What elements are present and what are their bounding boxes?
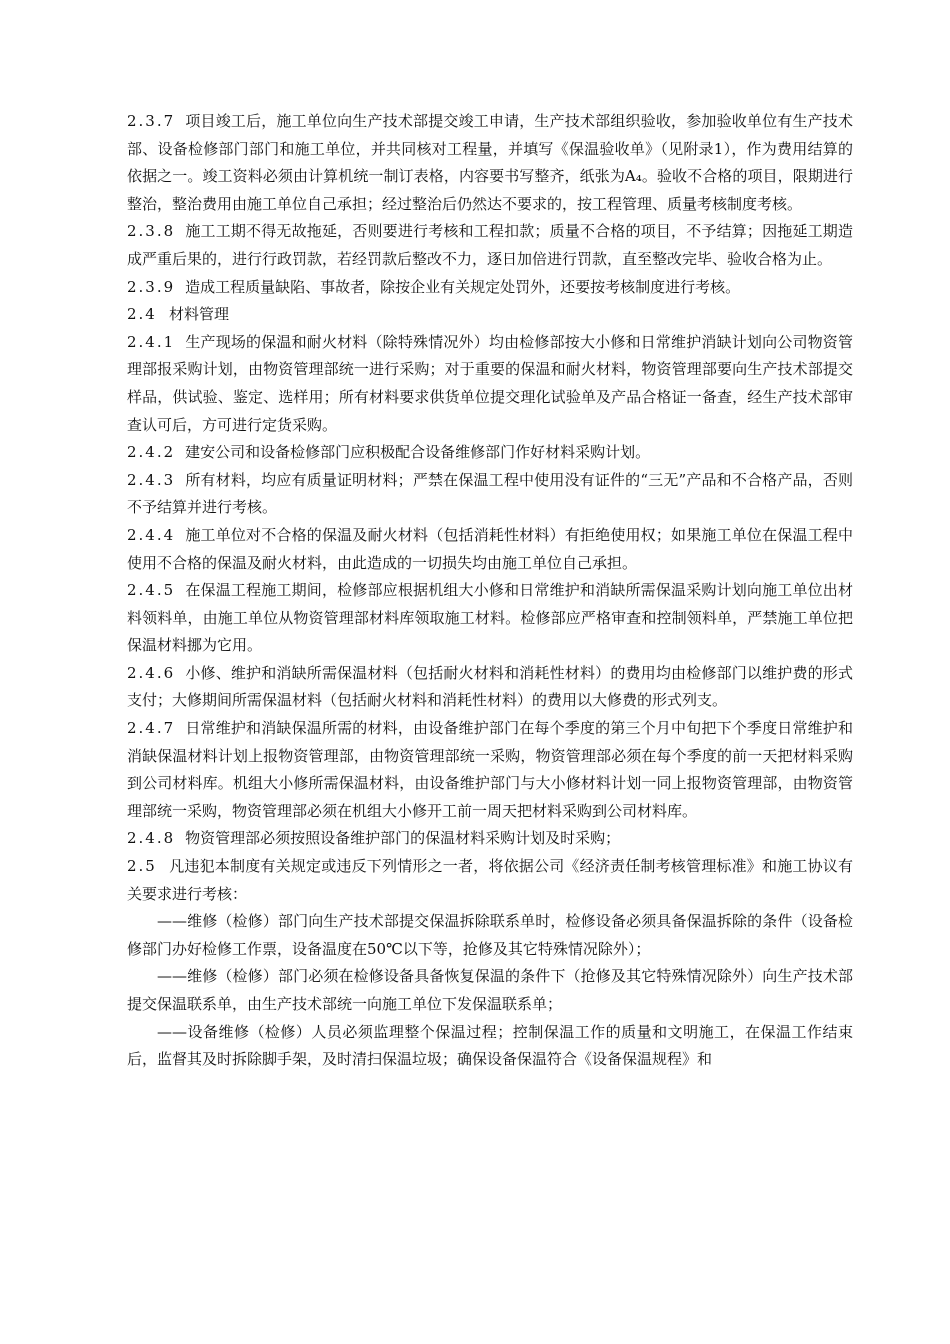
clause-number: 2.4.5 — [127, 581, 176, 600]
dash-item: ——维修（检修）部门向生产技术部提交保温拆除联系单时，检修设备必须具备保温拆除的条件（设备检修部门办好检修工作票，设备温度在50℃以下等，抢修及其它特殊情况除外）； — [127, 912, 853, 958]
clause-text: 施工单位对不合格的保温及耐火材料（包括消耗性材料）有拒绝使用权；如果施工单位在保温工程中使用不合格的保温及耐火材料，由此造成的一切损失均由施工单位自己承担。 — [127, 525, 853, 572]
clause-text: 建安公司和设备检修部门应积极配合设备维修部门作好材料采购计划。 — [185, 443, 651, 462]
clause-2-4-6 — [127, 660, 853, 715]
clause-text: 项目竣工后，施工单位向生产技术部提交竣工申请，生产技术部组织验收，参加验收单位有生产技术部、设备检修部门部门和施工单位，并共同核对工程量，并填写《保温验收单》（见附录1），作为费用结算的依据之一。竣工资料必须由计算机统一制订表格，内容要书写整齐，纸张为A₄。验收不合格的项目，限期进行整治，整治费用由施工单位自己承担；经过整治后仍然达不要求的，按工程管理、质量考核制度考核。 — [127, 112, 853, 213]
clause-text: 生产现场的保温和耐火材料（除特殊情况外）均由检修部按大小修和日常维护消缺计划向公司物资管理部报采购计划，由物资管理部统一进行采购；对于重要的保温和耐火材料，物资管理部要向生产技术部提交样品，供试验、鉴定、选样用；所有材料要求供货单位提交理化试验单及产品合格证一备查，经生产技术部审查认可后，方可进行定货采购。 — [127, 332, 853, 434]
section-heading-2-4 — [127, 301, 853, 329]
document-body — [127, 108, 853, 1074]
clause-number: 2.4.2 — [127, 443, 176, 462]
clause-text: 日常维护和消缺保温所需的材料，由设备维护部门在每个季度的第三个月中旬把下个季度日常维护和消缺保温材料计划上报物资管理部，由物资管理部统一采购，物资管理部必须在每个季度的前一天把材料采购到公司材料库。机组大小修所需保温材料，由设备维护部门与大小修材料计划一同上报物资管理部，由物资管理部统一采购，物资管理部必须在机组大小修开工前一周天把材料采购到公司材料库。 — [127, 719, 853, 820]
clause-2-3-9 — [127, 274, 853, 302]
clause-2-4-4 — [127, 522, 853, 577]
clause-text: 造成工程质量缺陷、事故者，除按企业有关规定处罚外，还要按考核制度进行考核。 — [185, 277, 741, 296]
clause-2-4-8 — [127, 825, 853, 853]
clause-text: 所有材料，均应有质量证明材料；严禁在保温工程中使用没有证件的“三无”产品和不合格产品，否则不予结算并进行考核。 — [127, 470, 853, 517]
section-number: 2.4 — [127, 305, 157, 324]
clause-text: 施工工期不得无故拖延，否则要进行考核和工程扣款；质量不合格的项目，不予结算；因拖延工期造成严重后果的，进行行政罚款，若经罚款后整改不力，逐日加倍进行罚款，直至整改完毕、验收合格为止。 — [127, 222, 853, 268]
clause-text: 在保温工程施工期间，检修部应根据机组大小修和日常维护和消缺所需保温采购计划向施工单位出材料领料单，由施工单位从物资管理部材料库领取施工材料。检修部应严格审查和控制领料单，严禁施工单位把保温材料挪为它用。 — [127, 581, 853, 655]
clause-number: 2.3.9 — [127, 277, 176, 296]
clause-2-4-5 — [127, 577, 853, 660]
clause-2-5 — [127, 853, 853, 908]
clause-number: 2.3.7 — [127, 112, 176, 130]
clause-number: 2.5 — [127, 857, 157, 876]
clause-2-4-7 — [127, 715, 853, 825]
clause-number: 2.4.6 — [127, 663, 176, 682]
clause-2-3-8 — [127, 218, 853, 273]
clause-number: 2.4.1 — [127, 332, 176, 351]
clause-number: 2.4.3 — [127, 470, 176, 489]
clause-number: 2.4.4 — [127, 525, 176, 544]
clause-2-3-7 — [127, 108, 853, 218]
clause-number: 2.4.7 — [127, 719, 176, 738]
clause-2-4-1 — [127, 329, 853, 439]
section-title: 材料管理 — [169, 305, 230, 324]
dash-item: ——维修（检修）部门必须在检修设备具备恢复保温的条件下（抢修及其它特殊情况除外）向生产技术部提交保温联系单，由生产技术部统一向施工单位下发保温联系单； — [127, 967, 853, 1013]
clause-number: 2.3.8 — [127, 222, 176, 241]
clause-text: 小修、维护和消缺所需保温材料（包括耐火材料和消耗性材料）的费用均由检修部门以维护费的形式支付；大修期间所需保温材料（包括耐火材料和消耗性材料）的费用以大修费的形式列支。 — [127, 663, 853, 710]
clause-text: 凡违犯本制度有关规定或违反下列情形之一者，将依据公司《经济责任制考核管理标准》和施工协议有关要求进行考核： — [127, 857, 853, 903]
clause-2-4-3 — [127, 467, 853, 522]
dash-item: ——设备维修（检修）人员必须监理整个保温过程；控制保温工作的质量和文明施工，在保温工作结束后，监督其及时拆除脚手架，及时清扫保温垃圾；确保设备保温符合《设备保温规程》和 — [127, 1022, 853, 1069]
clause-2-4-2 — [127, 439, 853, 467]
clause-text: 物资管理部必须按照设备维护部门的保温材料采购计划及时采购； — [185, 829, 621, 848]
clause-number: 2.4.8 — [127, 829, 176, 848]
